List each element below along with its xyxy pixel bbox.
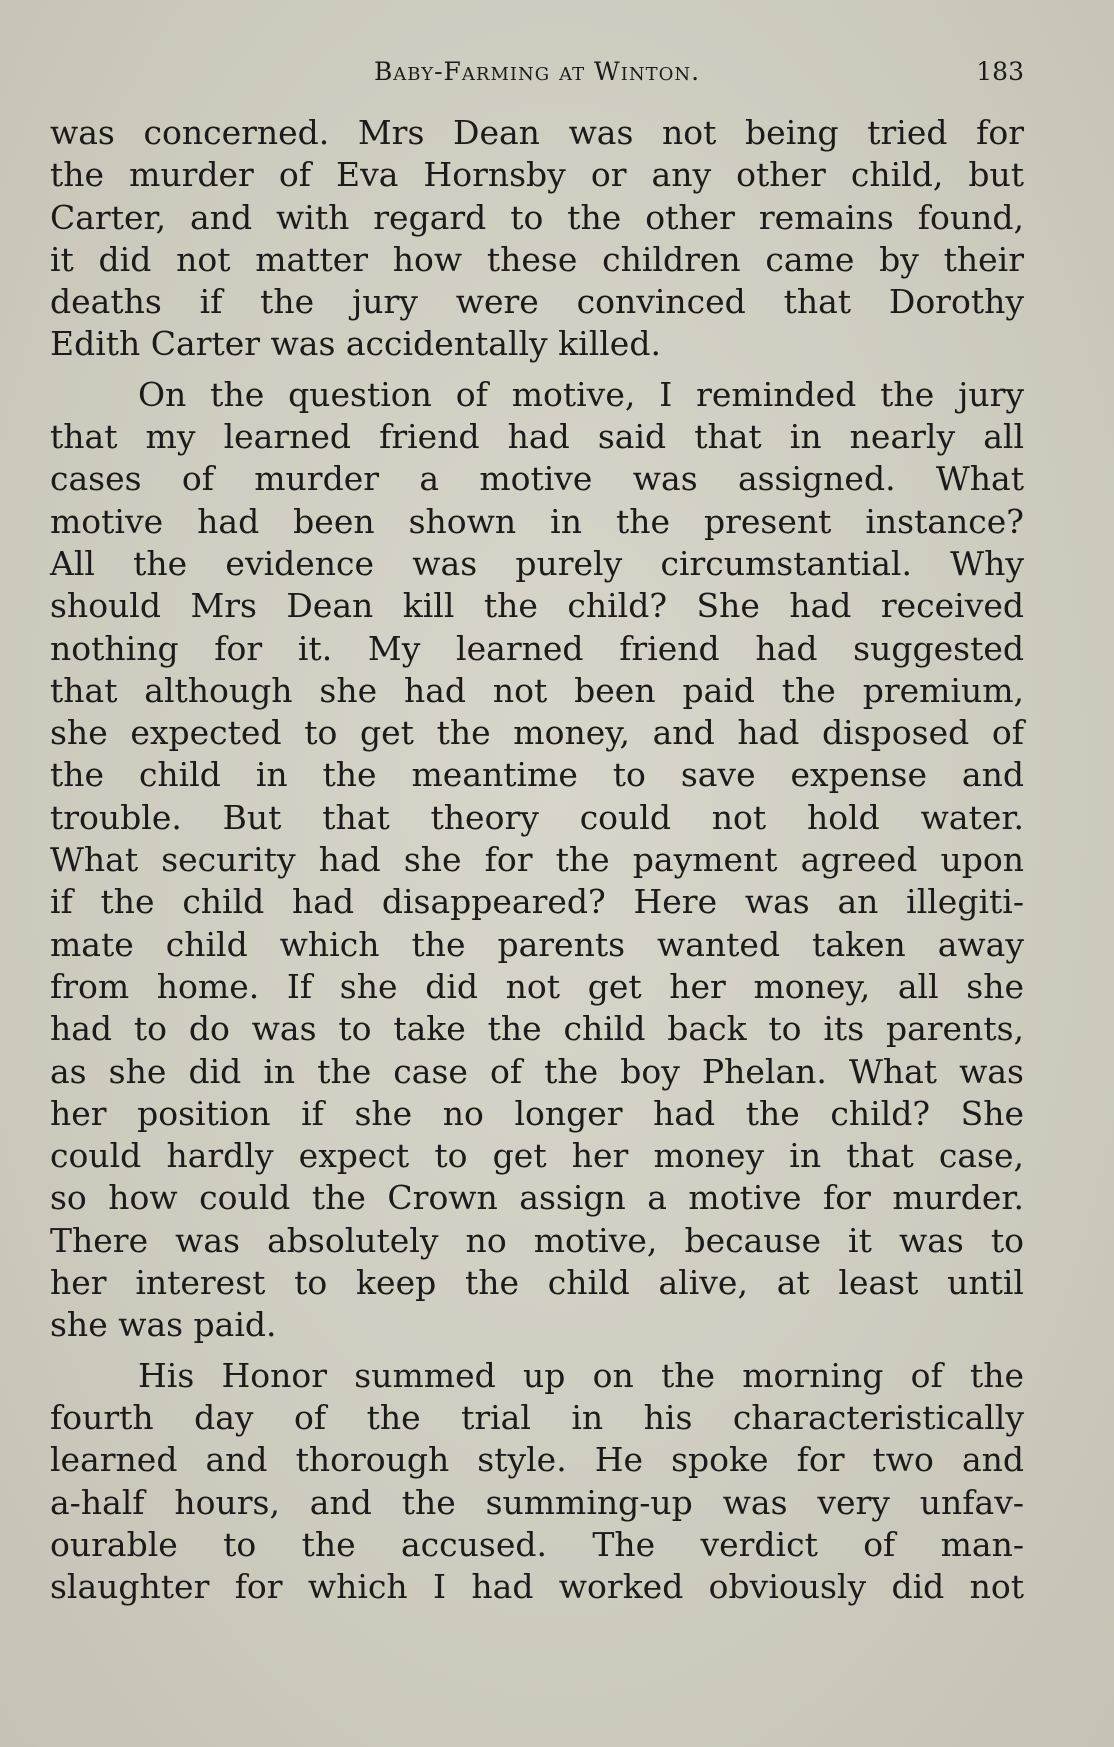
paragraph-2 <box>50 374 1024 1347</box>
text-line: so how could the Crown assign a motive for murder. <box>50 1178 1024 1218</box>
text-line: fourth day of the trial in his characteristically <box>50 1397 1024 1437</box>
text-line: Edith Carter was accidentally killed. <box>50 324 661 364</box>
page-number: 183 <box>976 57 1024 86</box>
text-line: Carter, and with regard to the other remains found, <box>50 197 1024 237</box>
text-line: There was absolutely no motive, because it was to <box>50 1220 1024 1260</box>
text-line: deaths if the jury were convinced that Dorothy <box>50 282 1024 322</box>
running-title: Baby-Farming at Winton. <box>373 57 701 86</box>
text-line: cases of murder a motive was assigned. What <box>50 459 1024 499</box>
text-line: nothing for it. My learned friend had suggested <box>50 628 1024 668</box>
text-line: ourable to the accused. The verdict of man- <box>50 1524 1024 1564</box>
text-line: as she did in the case of the boy Phelan. What was <box>50 1051 1024 1091</box>
text-line: His Honor summed up on the morning of the <box>138 1355 1024 1395</box>
text-line: a-half hours, and the summing-up was very unfav- <box>50 1482 1024 1522</box>
text-line: her position if she no longer had the child? She <box>50 1093 1024 1133</box>
text-line: her interest to keep the child alive, at least until <box>50 1263 1024 1303</box>
paragraph-3 <box>50 1355 1024 1609</box>
paragraph-1 <box>50 112 1024 366</box>
text-line: if the child had disappeared? Here was an illegiti- <box>50 882 1024 922</box>
text-line: had to do was to take the child back to its parents, <box>50 1009 1024 1049</box>
text-line: from home. If she did not get her money, all she <box>50 966 1024 1006</box>
text-line: What security had she for the payment agreed upon <box>50 840 1024 880</box>
text-line: it did not matter how these children came by their <box>50 239 1024 279</box>
text-line: slaughter for which I had worked obviously did not <box>50 1567 1024 1607</box>
text-line: she was paid. <box>50 1305 277 1345</box>
text-line: could hardly expect to get her money in that case, <box>50 1136 1024 1176</box>
text-line: was concerned. Mrs Dean was not being tried for <box>50 113 1024 152</box>
body-text <box>50 112 1024 1616</box>
text-line: that although she had not been paid the premium, <box>50 670 1024 710</box>
text-line: the murder of Eva Hornsby or any other child, but <box>50 155 1024 195</box>
text-line: motive had been shown in the present instance? <box>50 501 1024 541</box>
text-line: should Mrs Dean kill the child? She had received <box>50 586 1024 626</box>
text-line: All the evidence was purely circumstantial. Why <box>50 543 1024 583</box>
text-line: she expected to get the money, and had disposed of <box>50 713 1024 753</box>
text-line: the child in the meantime to save expense and <box>50 755 1024 795</box>
text-line: that my learned friend had said that in nearly all <box>50 417 1024 457</box>
text-line: learned and thorough style. He spoke for two and <box>50 1440 1024 1480</box>
text-line: On the question of motive, I reminded the jury <box>138 374 1024 414</box>
running-head <box>50 52 1024 92</box>
text-line: mate child which the parents wanted taken away <box>50 924 1024 964</box>
text-line: trouble. But that theory could not hold water. <box>50 797 1024 837</box>
